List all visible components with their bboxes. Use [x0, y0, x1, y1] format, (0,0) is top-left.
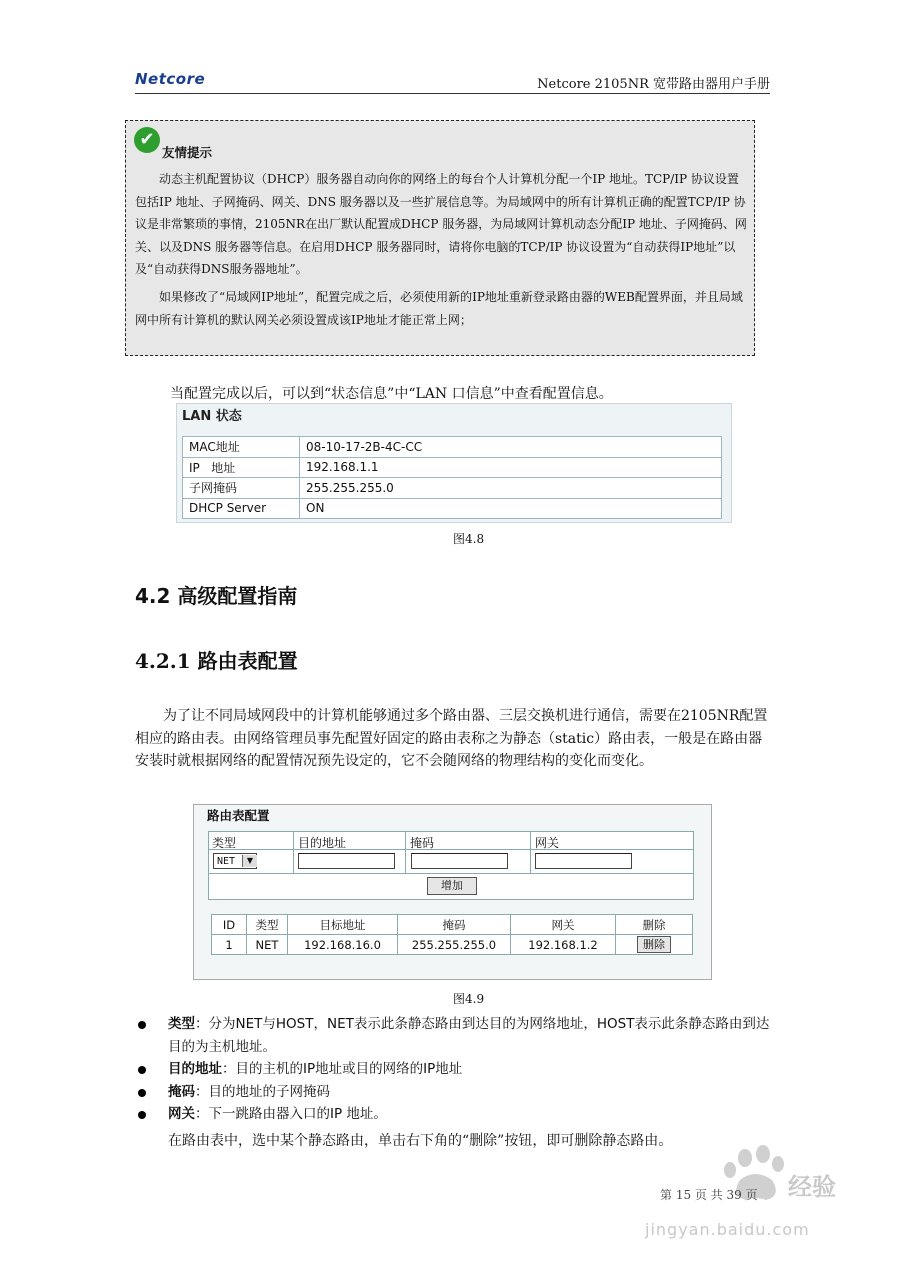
cell-delete [616, 935, 693, 955]
page-footer: 第 15 页 共 39 页 [660, 1188, 758, 1202]
lan-label: MAC地址 [183, 437, 300, 458]
definition: ：下一跳路由器入口的IP 地址。 [195, 1106, 387, 1122]
cell-gateway: 192.168.1.2 [511, 935, 616, 955]
add-button[interactable]: 增加 [427, 877, 477, 895]
list-item [135, 1081, 775, 1104]
form-header-gateway: 网关 [535, 836, 560, 850]
term: 类型 [168, 1016, 195, 1032]
header-divider [135, 93, 770, 94]
form-column-separator [293, 831, 294, 873]
definition-list [135, 1013, 775, 1126]
table-row [183, 478, 722, 499]
route-table [211, 914, 693, 955]
cell-mask: 255.255.255.0 [398, 935, 511, 955]
watermark-label: 经验 [788, 1173, 836, 1201]
form-header-type: 类型 [212, 836, 237, 850]
tip-title: 友情提示 [162, 145, 213, 160]
list-item [135, 1013, 775, 1058]
definition: ：分为NET与HOST，NET表示此条静态路由到达目的为网络地址，HOST表示此条静态路由到达目的为主机地址。 [168, 1016, 770, 1055]
list-item [135, 1058, 775, 1081]
section-heading-4-2: 4.2 高级配置指南 [135, 584, 298, 608]
col-header: 删除 [616, 915, 693, 935]
lan-status-table [182, 436, 722, 519]
form-column-separator [405, 831, 406, 873]
col-header: ID [212, 915, 247, 935]
mask-input[interactable] [411, 853, 508, 869]
bullet-icon [138, 1089, 146, 1097]
table-row [183, 437, 722, 458]
tip-paragraph-2: 如果修改了“局域网IP地址”，配置完成之后，必须使用新的IP地址重新登录路由器的WEB配置界面，并且局域网中所有计算机的默认网关必须设置成该IP地址才能正常上网； [135, 290, 743, 327]
lan-label: IP 地址 [183, 457, 300, 478]
table-row [183, 457, 722, 478]
document-title: Netcore 2105NR 宽带路由器用户手册 [537, 77, 770, 92]
figure-caption-4-9: 图4.9 [453, 992, 485, 1006]
lan-label: DHCP Server [183, 498, 300, 519]
netcore-logo: Netcore [135, 70, 206, 88]
lan-value: 192.168.1.1 [300, 457, 722, 478]
col-header: 掩码 [398, 915, 511, 935]
chevron-down-icon[interactable]: ▼ [242, 855, 257, 867]
form-header-mask: 掩码 [410, 836, 435, 850]
intro-text: 当配置完成以后，可以到“状态信息”中“LAN 口信息”中查看配置信息。 [170, 386, 613, 402]
table-row [183, 498, 722, 519]
term: 掩码 [168, 1083, 195, 1100]
tip-paragraph-1: 动态主机配置协议（DHCP）服务器自动向你的网络上的每台个人计算机分配一个IP 地址。TCP/IP 协议设置包括IP 地址、子网掩码、网关、DNS 服务器以及一些扩展信息等。为局域网中的所有计算机正确的配置TCP/IP 协议是非常繁琐的事情，2105NR在出厂默认配置成DHCP 服务器，为局域网计算机动态分配IP 地址、子网掩码、网关、以及DNS 服务器等信息。在启用DHCP 服务器同时，请将你电脑的TCP/IP 协议设置为“自动获得IP地址”以及“自动获得DNS服务器地址”。 [135, 172, 747, 277]
table-row [212, 935, 693, 955]
gateway-input[interactable] [535, 853, 632, 869]
form-header-dest: 目的地址 [298, 836, 347, 850]
final-note: 在路由表中，选中某个静态路由，单击右下角的“删除”按钮，即可删除静态路由。 [168, 1133, 673, 1149]
definition: ：目的主机的IP地址或目的网络的IP地址 [222, 1061, 463, 1077]
cell-id: 1 [212, 935, 247, 955]
term: 网关 [168, 1106, 195, 1122]
figure-caption-4-8: 图4.8 [453, 532, 485, 546]
form-divider [208, 849, 694, 850]
col-header: 网关 [511, 915, 616, 935]
lan-status-title: LAN 状态 [182, 409, 242, 424]
form-column-separator [530, 831, 531, 873]
dest-address-input[interactable] [298, 853, 395, 869]
col-header: 类型 [247, 915, 288, 935]
bullet-icon [138, 1021, 146, 1029]
checkmark-icon: ✔ [134, 127, 160, 153]
bullet-icon [138, 1111, 146, 1119]
lan-value: ON [300, 498, 722, 519]
type-select[interactable]: NET [213, 853, 257, 869]
watermark-site: jingyan.baidu.com [645, 1220, 810, 1239]
bullet-icon [138, 1066, 146, 1074]
lan-value: 255.255.255.0 [300, 478, 722, 499]
col-header: 目标地址 [288, 915, 398, 935]
section-heading-4-2-1: 4.2.1 路由表配置 [135, 649, 298, 673]
table-header-row [212, 915, 693, 935]
route-paragraph: 为了让不同局域网段中的计算机能够通过多个路由器、三层交换机进行通信，需要在2105NR配置相应的路由表。由网络管理员事先配置好固定的路由表称之为静态（static）路由表，一般是在路由器安装时就根据网络的配置情况预先设定的，它不会随网络的物理结构的变化而变化。 [135, 708, 768, 769]
lan-label: 子网掩码 [183, 478, 300, 499]
term: 目的地址 [168, 1061, 222, 1077]
lan-value: 08-10-17-2B-4C-CC [300, 437, 722, 458]
cell-dest: 192.168.16.0 [288, 935, 398, 955]
list-item [135, 1103, 775, 1126]
route-config-title: 路由表配置 [207, 808, 270, 823]
delete-button[interactable]: 删除 [637, 936, 671, 953]
definition: ：目的地址的子网掩码 [195, 1083, 330, 1100]
form-divider [208, 873, 694, 874]
cell-type: NET [247, 935, 288, 955]
